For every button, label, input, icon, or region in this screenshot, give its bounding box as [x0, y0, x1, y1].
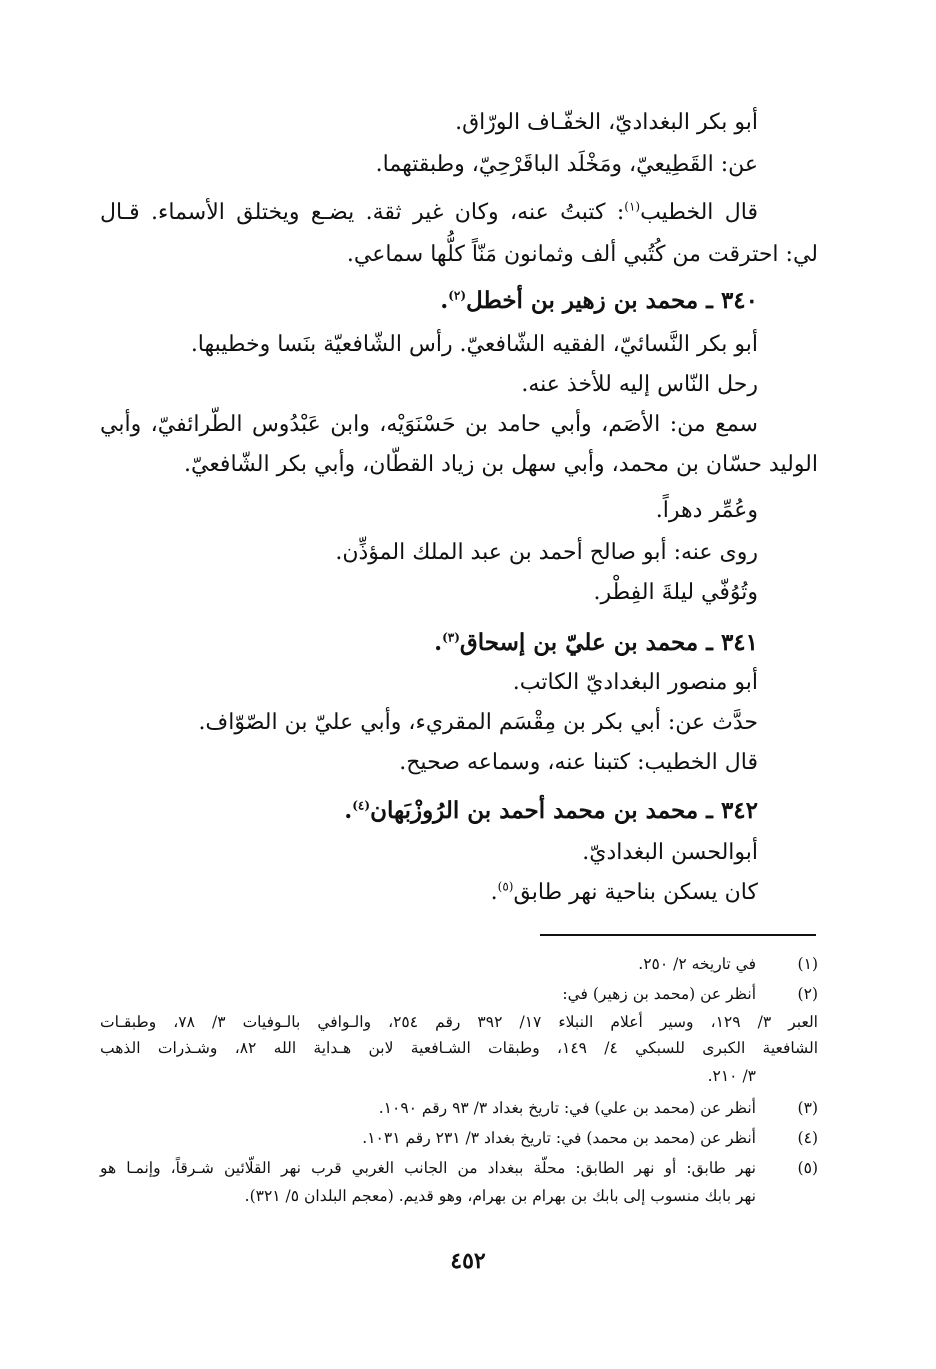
footnote-ref-2[interactable]: (٢)	[448, 288, 467, 303]
footnote-ref-4[interactable]: (٤)	[352, 798, 371, 813]
footnote-line: في تاريخه ٢/ ٢٥٠.	[638, 955, 756, 973]
entry-341-heading	[100, 628, 758, 658]
footnote-line: الشافعية الكبرى للسبكي ٤/ ١٤٩، وطبقات الشـافعية لابن هـداية الله ٨٢، وشـذرات الذهب	[100, 1039, 818, 1057]
footnote-number: (٤)	[797, 1129, 818, 1147]
footnote-number: (١)	[797, 955, 818, 973]
entry-340-line-6: روى عنه: أبو صالح أحمد بن عبد الملك المؤذِّن.	[335, 540, 758, 565]
footnote-line: أنظر عن (محمد بن علي) في: تاريخ بغداد ٣/ ٩٣ رقم ١٠٩٠.	[378, 1099, 756, 1117]
entry-341-line-2: حدَّث عن: أبي بكر بن مِقْسَم المقريء، وأبي عليّ بن الصّوّاف.	[198, 710, 758, 735]
entry-341-line-3: قال الخطيب: كتبنا عنه، وسماعه صحيح.	[399, 750, 758, 775]
entry-340-heading	[100, 286, 758, 316]
footnote-line: العبر ٣/ ١٢٩، وسير أعلام النبلاء ١٧/ ٣٩٢ رقم ٢٥٤، والـوافي بالـوفيات ٣/ ٧٨، وطبقـات	[100, 1013, 818, 1031]
footnote-number: (٥)	[797, 1159, 818, 1177]
heading-end: .	[344, 797, 353, 824]
heading-text: ٣٤١ ـ محمد بن عليّ بن إسحاق	[459, 629, 758, 656]
text-run: قال الخطيب	[640, 200, 758, 225]
footnote-number: (٢)	[797, 985, 818, 1003]
footnote-ref-1[interactable]: (١)	[624, 199, 641, 214]
entry-340-line-1: أبو بكر النَّسائيّ، الفقيه الشّافعيّ. رأس الشّافعيّة بنَسا وخطيبها.	[190, 332, 758, 357]
text-run: كان يسكن بناحية نهر طابق	[513, 880, 758, 905]
footnote-line: أنظر عن (محمد بن محمد) في: تاريخ بغداد ٣/ ٢٣١ رقم ١٠٣١.	[362, 1129, 756, 1147]
entry-340-line-4: الوليد حسّان بن محمد، وأبي سهل بن زياد القطّان، وأبي بكر الشّافعيّ.	[183, 452, 818, 477]
footnote-line: ٣/ ٢١٠.	[707, 1067, 756, 1085]
footnote-line: أنظر عن (محمد بن زهير) في:	[562, 985, 756, 1003]
footnote-separator	[540, 934, 816, 936]
entry-340-line-7: وتُوُفّي ليلةَ الفِطْر.	[593, 580, 758, 605]
footnote-line: نهر بابك منسوب إلى بابك بن بهرام بن بهرام، وهو قديم. (معجم البلدان ٥/ ٣٢١).	[244, 1187, 756, 1205]
entry-342-line-2	[100, 878, 758, 908]
heading-end: .	[434, 629, 443, 656]
heading-end: .	[440, 287, 449, 314]
entry-339-line-2: عن: القَطِيعيّ، ومَخْلَد الباقَرْحِيّ، وطبقتهما.	[375, 152, 758, 177]
page-number: ٤٥٢	[450, 1248, 486, 1274]
entry-341-line-1: أبو منصور البغداديّ الكاتب.	[512, 670, 758, 695]
entry-340-line-2: رحل النّاس إليه للأخذ عنه.	[521, 372, 758, 397]
entry-340-line-3: سمع من: الأصَم، وأبي حامد بن حَسْنَوَيْه، وابن عَبْدُوس الطّرائفيّ، وأبي	[100, 412, 758, 437]
entry-339-line-1: أبو بكر البغداديّ، الخفّـاف الورّاق.	[455, 110, 758, 135]
text-run: : كتبتُ عنه، وكان غير ثقة. يضـع ويختلق الأسماء. قـال	[100, 200, 625, 225]
footnote-line: نهر طابق: أو نهر الطابق: محلّة ببغداد من الجانب الغربي قرب نهر القلّائين شـرقاً، وإنمـا هو	[100, 1159, 756, 1177]
footnote-number: (٣)	[797, 1099, 818, 1117]
entry-340-line-5: وعُمِّر دهراً.	[655, 498, 758, 523]
entry-339-line-4: لي: احترقت من كُتُبي ألف وثمانون مَنّاً كلُّها سماعي.	[346, 242, 818, 267]
footnote-ref-5[interactable]: (٥)	[497, 879, 514, 894]
entry-342-heading	[100, 796, 758, 826]
footnote-ref-3[interactable]: (٣)	[442, 630, 460, 645]
heading-text: ٣٤٠ ـ محمد بن زهير بن أخطل	[466, 287, 758, 314]
entry-342-line-1: أبوالحسن البغداديّ.	[582, 840, 758, 865]
text-run: .	[490, 880, 498, 905]
entry-339-line-3	[100, 198, 758, 228]
heading-text: ٣٤٢ ـ محمد بن محمد أحمد بن الرُوزْبَهان	[370, 797, 758, 824]
